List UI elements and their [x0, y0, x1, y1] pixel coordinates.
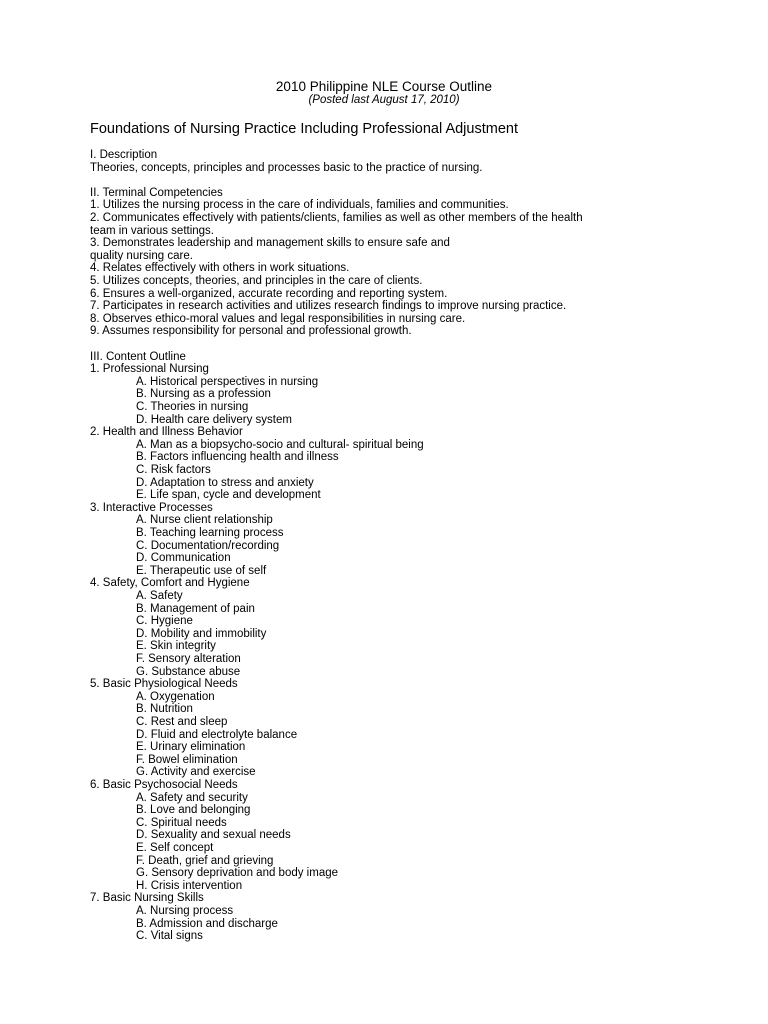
outline-subitem: F. Death, grief and grieving: [136, 854, 274, 867]
outline-line: 3. Interactive Processes: [90, 501, 213, 514]
outline-subitem: C. Risk factors: [136, 464, 211, 476]
outline-subitem: D. Mobility and immobility: [136, 627, 267, 640]
outline-subitem: A. Nursing process: [136, 905, 234, 917]
outline-line: 4. Relates effectively with others in work situations.: [90, 262, 350, 275]
outline-subitem: E. Skin integrity: [136, 640, 216, 653]
outline-line: 7. Participates in research activities and utilizes research findings to improve nursing practice.: [90, 300, 567, 313]
outline-line: quality nursing care.: [90, 249, 193, 262]
outline-line: 1. Utilizes the nursing process in the care of individuals, families and communities.: [90, 199, 509, 212]
outline-subitem: A. Safety and security: [136, 791, 248, 804]
outline-subitem: B. Admission and discharge: [136, 917, 278, 930]
outline-line: I. Description: [90, 149, 158, 161]
outline-subitem: E. Life span, cycle and development: [136, 489, 321, 502]
outline-line: 5. Utilizes concepts, theories, and principles in the care of clients.: [90, 275, 423, 287]
outline-line: 2. Health and Illness Behavior: [90, 426, 243, 439]
outline-line: II. Terminal Competencies: [90, 186, 223, 199]
outline-line: 9. Assumes responsibility for personal and professional growth.: [90, 325, 412, 338]
outline-subitem: C. Theories in nursing: [136, 401, 249, 413]
outline-subitem: D. Communication: [136, 552, 231, 565]
outline-subitem: B. Factors influencing health and illness: [136, 451, 339, 464]
outline-subitem: G. Substance abuse: [136, 665, 241, 678]
outline-line: 5. Basic Physiological Needs: [90, 678, 238, 691]
outline-line: Theories, concepts, principles and processes basic to the practice of nursing.: [90, 161, 483, 174]
outline-subitem: C. Spiritual needs: [136, 816, 227, 829]
outline-subitem: D. Adaptation to stress and anxiety: [136, 476, 314, 489]
outline-line: 2. Communicates effectively with patients/clients, families as well as other members of the health: [90, 212, 583, 224]
outline-subitem: A. Man as a biopsycho-socio and cultural- spiritual being: [136, 438, 424, 451]
outline-subitem: D. Sexuality and sexual needs: [136, 829, 291, 842]
outline-subitem: C. Rest and sleep: [136, 716, 228, 728]
outline-subitem: B. Teaching learning process: [136, 527, 284, 539]
outline-subitem: F. Bowel elimination: [136, 753, 238, 766]
document-subtitle: (Posted last August 17, 2010): [308, 94, 460, 106]
outline-subitem: B. Nutrition: [136, 703, 193, 716]
document-title: 2010 Philippine NLE Course Outline: [275, 79, 493, 94]
outline-line: 4. Safety, Comfort and Hygiene: [90, 577, 250, 590]
outline-subitem: C. Documentation/recording: [136, 539, 280, 552]
outline-line: 6. Basic Psychosocial Needs: [90, 779, 238, 791]
outline-line: 1. Professional Nursing: [90, 363, 209, 376]
outline-subitem: D. Fluid and electrolyte balance: [136, 728, 298, 741]
outline-subitem: H. Crisis intervention: [136, 879, 243, 892]
outline-subitem: C. Vital signs: [136, 930, 203, 943]
outline-subitem: B. Love and belonging: [136, 804, 251, 817]
outline-line: III. Content Outline: [90, 350, 186, 363]
outline-line: 6. Ensures a well-organized, accurate recording and reporting system.: [90, 287, 448, 300]
outline-subitem: D. Health care delivery system: [136, 413, 292, 426]
outline-subitem: E. Urinary elimination: [136, 741, 246, 754]
outline-subitem: A. Historical perspectives in nursing: [136, 375, 319, 388]
outline-line: team in various settings.: [90, 224, 215, 237]
outline-subitem: B. Management of pain: [136, 602, 255, 615]
section-heading: Foundations of Nursing Practice Including Professional Adjustment: [90, 121, 518, 137]
outline-line: 7. Basic Nursing Skills: [90, 892, 204, 905]
outline-subitem: A. Oxygenation: [136, 690, 215, 703]
outline-subitem: A. Safety: [136, 590, 183, 602]
outline-subitem: A. Nurse client relationship: [136, 514, 273, 527]
outline-subitem: E. Therapeutic use of self: [136, 564, 267, 577]
outline-subitem: G. Activity and exercise: [136, 766, 256, 779]
outline-subitem: C. Hygiene: [136, 615, 193, 628]
outline-subitem: B. Nursing as a profession: [136, 388, 271, 401]
outline-subitem: F. Sensory alteration: [136, 653, 241, 665]
outline-line: 8. Observes ethico-moral values and legal responsibilities in nursing care.: [90, 312, 466, 325]
outline-line: 3. Demonstrates leadership and management skills to ensure safe and: [90, 237, 450, 250]
outline-subitem: G. Sensory deprivation and body image: [136, 867, 339, 880]
outline-subitem: E. Self concept: [136, 842, 214, 854]
